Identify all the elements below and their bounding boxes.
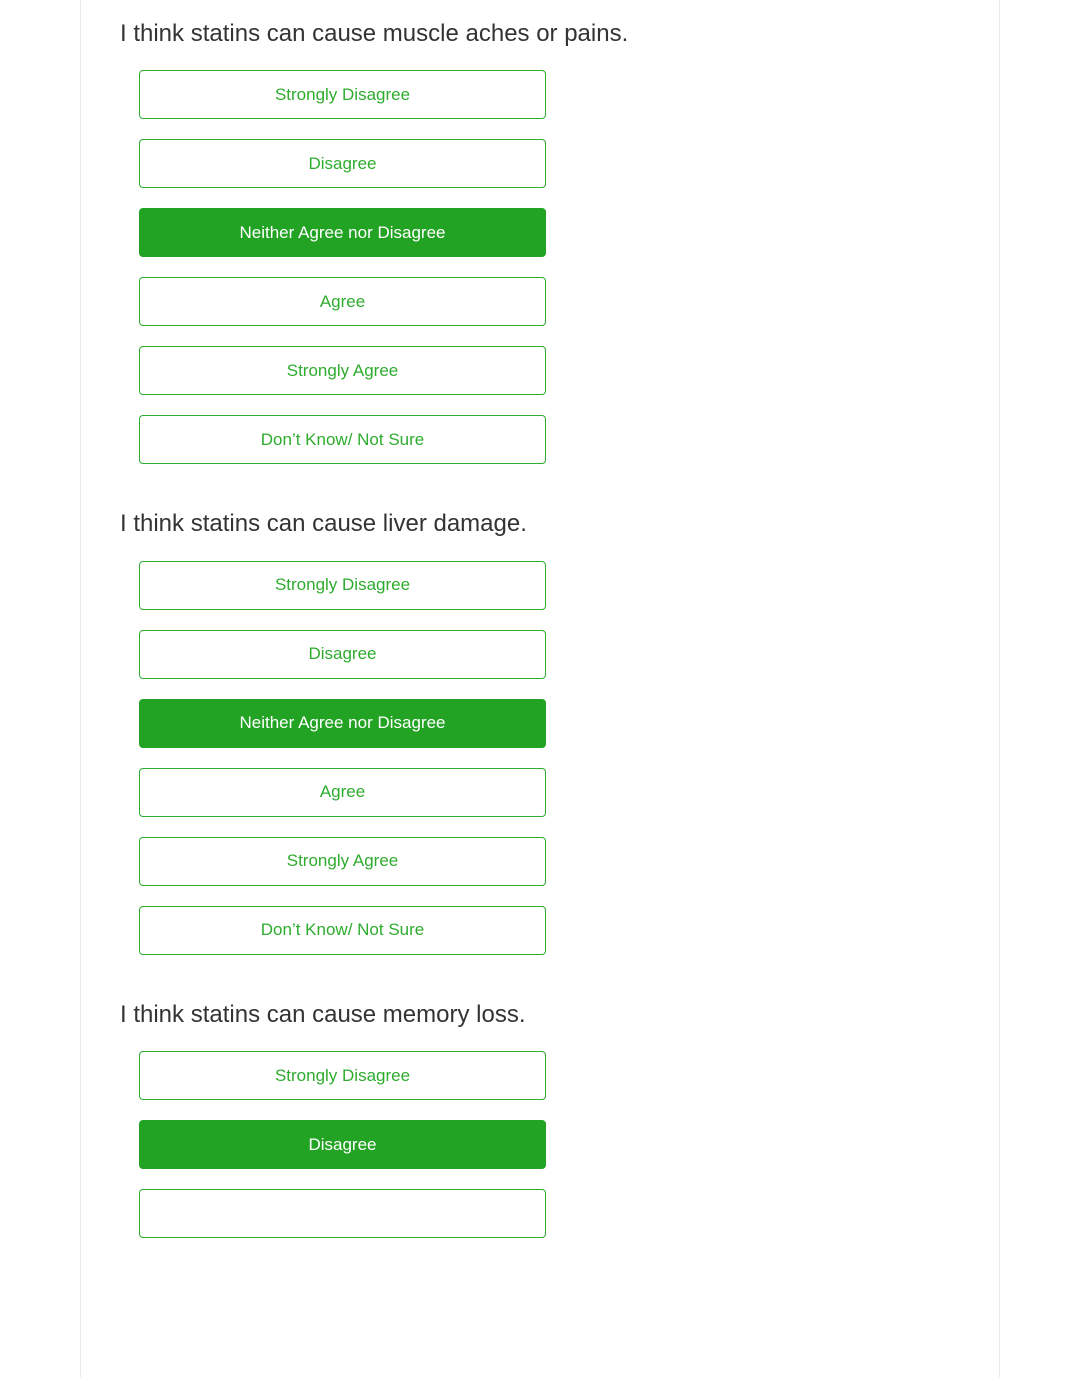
option-neither-agree-nor-disagree[interactable]: Neither Agree nor Disagree bbox=[139, 208, 546, 257]
question-block-3 bbox=[81, 955, 999, 1238]
option-strongly-agree[interactable]: Strongly Agree bbox=[139, 837, 546, 886]
question-text: I think statins can cause memory loss. bbox=[120, 1000, 526, 1028]
option-strongly-disagree[interactable]: Strongly Disagree bbox=[139, 561, 546, 610]
question-block-2 bbox=[81, 464, 999, 954]
option-strongly-agree[interactable]: Strongly Agree bbox=[139, 346, 546, 395]
option-list bbox=[81, 70, 999, 464]
option-dont-know-not-sure[interactable]: Don’t Know/ Not Sure bbox=[139, 415, 546, 464]
content-right-rule bbox=[999, 0, 1000, 1377]
option-agree[interactable]: Agree bbox=[139, 768, 546, 817]
option-disagree[interactable]: Disagree bbox=[139, 630, 546, 679]
question-block-1 bbox=[81, 0, 999, 464]
question-text: I think statins can cause liver damage. bbox=[120, 510, 527, 538]
option-strongly-disagree[interactable]: Strongly Disagree bbox=[139, 70, 546, 119]
option-partial-next[interactable] bbox=[139, 1189, 546, 1238]
question-text: I think statins can cause muscle aches or pains. bbox=[120, 20, 629, 47]
option-agree[interactable]: Agree bbox=[139, 277, 546, 326]
option-neither-agree-nor-disagree[interactable]: Neither Agree nor Disagree bbox=[139, 699, 546, 748]
option-dont-know-not-sure[interactable]: Don’t Know/ Not Sure bbox=[139, 906, 546, 955]
option-disagree[interactable]: Disagree bbox=[139, 139, 546, 188]
option-list bbox=[81, 561, 999, 955]
option-disagree[interactable]: Disagree bbox=[139, 1120, 546, 1169]
option-list bbox=[81, 1051, 999, 1238]
survey-content bbox=[81, 0, 999, 1238]
option-strongly-disagree[interactable]: Strongly Disagree bbox=[139, 1051, 546, 1100]
